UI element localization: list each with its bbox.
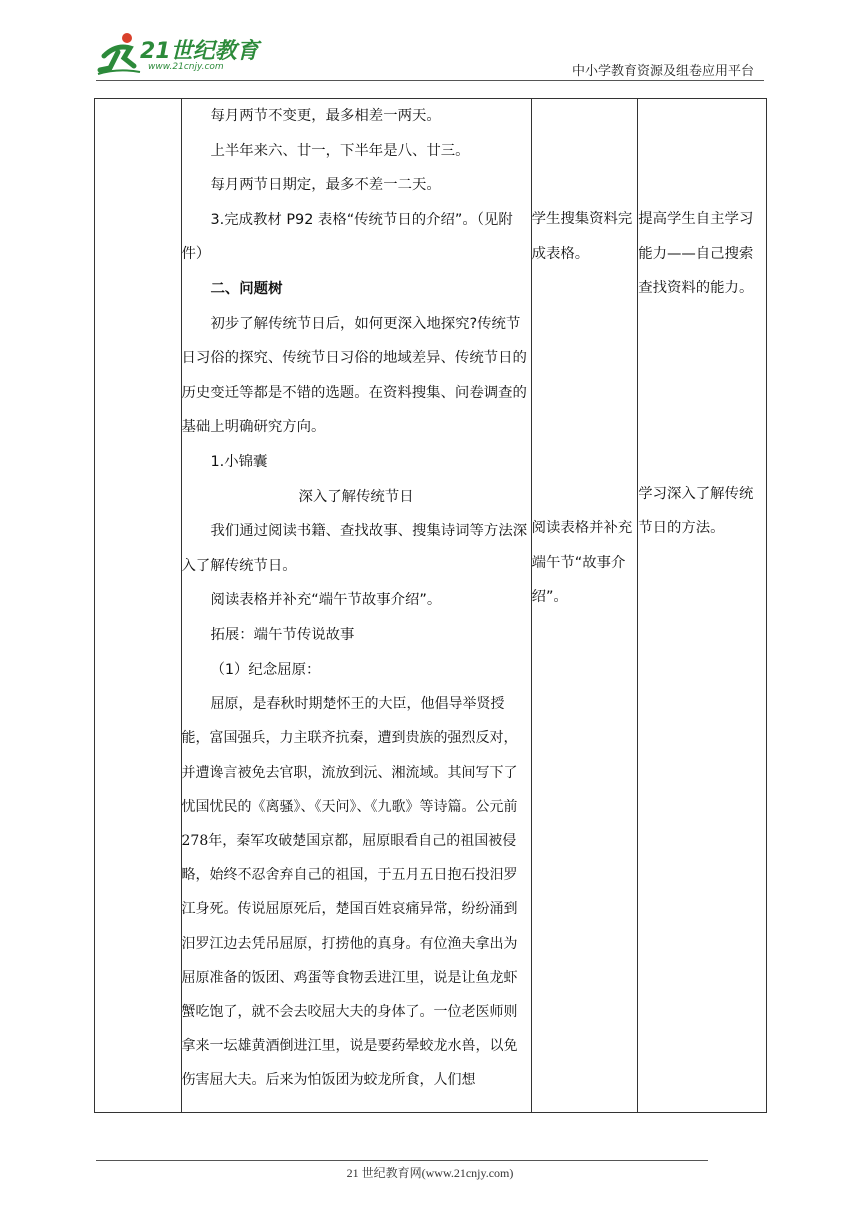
runner-icon <box>96 30 142 76</box>
blank-cell <box>95 99 182 1113</box>
table-row <box>95 99 767 1113</box>
design-intent-b: 学习深入了解传统节日的方法。 <box>638 485 754 537</box>
subtitle: 深入了解传统节日 <box>298 488 414 505</box>
student-activity-a: 学生搜集资料完成表格。 <box>531 211 633 262</box>
paragraph: 我们通过阅读书籍、查找故事、搜集诗词等方法深入了解传统节日。 <box>181 523 528 574</box>
header-divider <box>96 80 764 81</box>
text-line: 每月两节不变更，最多相差一两天。 <box>210 108 441 124</box>
design-intent-cell <box>638 99 767 1113</box>
text-line: 3.完成教材 P92 表格“传统节日的介绍”。（见附件） <box>181 211 513 263</box>
page-header <box>0 0 860 84</box>
paragraph: （1）纪念屈原： <box>210 661 321 678</box>
platform-name: 中小学教育资源及组卷应用平台 <box>571 64 754 79</box>
story-text: 屈原，是春秋时期楚怀王的大臣，他倡导举贤授能，富国强兵，力主联齐抗秦，遭到贵族的强烈反对，并遭谗言被免去官职，流放到沅、湘流域。其间写下了忧国忧民的《离骚》、《天问》、《九歌》等诗篇。公元前278年，秦军攻破楚国京都，屈原眼看自己的祖国被侵略，始终不忍舍弃自己的祖国，于五月五日抱石投汨罗江身死。传说屈原死后，楚国百姓哀痛异常，纷纷涌到汨罗江边去凭吊屈原，打捞他的真身。有位渔夫拿出为屈原准备的饭团、鸡蛋等食物丢进江里，说是让鱼龙虾蟹吃饱了，就不会去咬屈大夫的身体了。一位老医师则拿来一坛雄黄酒倒进江里，说是要药晕蛟龙水兽，以免伤害屈大夫。后来为怕饭团为蛟龙所食，人们想 <box>181 696 518 1089</box>
paragraph: 初步了解传统节日后，如何更深入地探究?传统节日习俗的探究、传统节日习俗的地域差异、传统节日的历史变迁等都是不错的选题。在资料搜集、问卷调查的基础上明确研究方向。 <box>181 315 527 436</box>
student-activity-cell <box>531 99 638 1113</box>
paragraph: 拓展：端午节传说故事 <box>210 626 355 643</box>
logo <box>96 28 266 78</box>
footer-divider <box>96 1160 708 1161</box>
section-title: 二、问题树 <box>210 280 283 297</box>
page-footer: 21 世纪教育网(www.21cnjy.com) <box>346 1166 514 1180</box>
logo-url: www.21cnjy.com <box>148 62 224 72</box>
logo-text: 21世纪教育 <box>140 39 259 64</box>
text-line: 每月两节日期定，最多不差一二天。 <box>210 177 441 194</box>
student-activity-b: 阅读表格并补充端午节“故事介绍”。 <box>531 520 633 606</box>
story-block <box>182 687 531 1097</box>
item-label: 1.小锦囊 <box>210 453 268 470</box>
text-line: 上半年来六、廿一，下半年是八、廿三。 <box>210 142 470 159</box>
lesson-table <box>94 98 767 1113</box>
teaching-content-cell <box>181 99 531 1113</box>
design-intent-a: 提高学生自主学习能力——自己搜索查找资料的能力。 <box>638 211 754 297</box>
paragraph: 阅读表格并补充“端午节故事介绍”。 <box>210 592 442 609</box>
